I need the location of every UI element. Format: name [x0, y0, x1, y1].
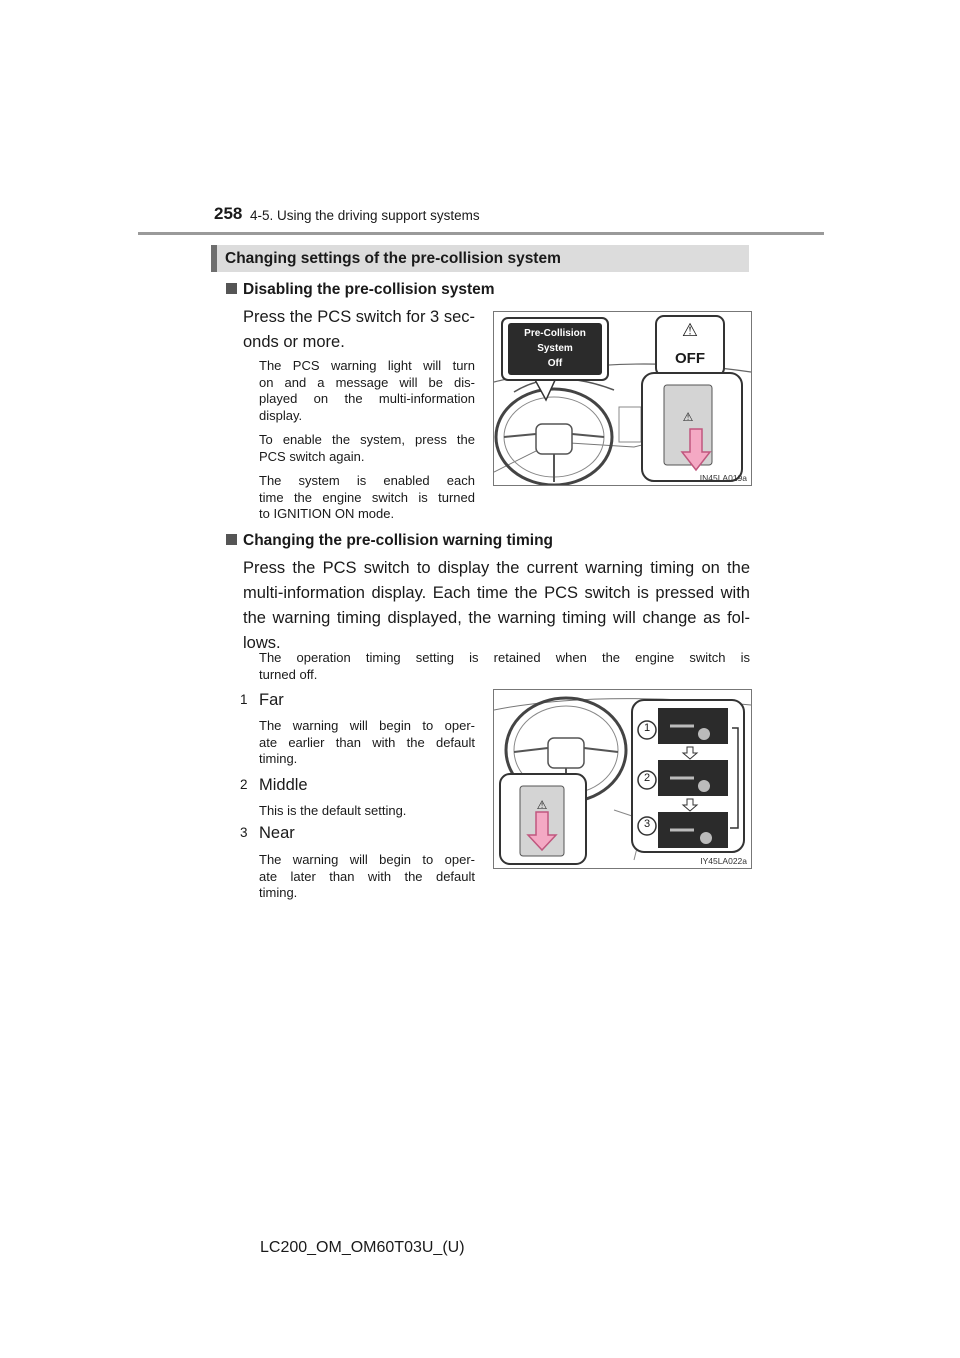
- note-line: The PCS warning light will turn: [259, 358, 475, 373]
- desc-line: The warning will begin to oper-: [259, 852, 475, 867]
- note-line: To enable the system, press the: [259, 432, 475, 447]
- disable-note-1: [259, 358, 475, 424]
- note-line: The operation timing setting is retained when the engine switch is: [259, 650, 750, 665]
- desc-line: The warning will begin to oper-: [259, 718, 475, 733]
- display-line: Pre-Collision: [524, 328, 586, 339]
- warning-timing-figure: [493, 689, 752, 869]
- disable-note-2: [259, 432, 475, 465]
- figure-code: IY45LA022a: [700, 856, 747, 866]
- timing-body: [243, 556, 750, 656]
- pcs-switch-icon: ⚠: [682, 410, 694, 424]
- body-line: the warning timing displayed, the warning timing will change as fol-: [243, 609, 750, 627]
- note-line: on and a message will be dis-: [259, 374, 475, 390]
- note-line: display.: [259, 407, 303, 423]
- option-desc-far: [259, 718, 475, 768]
- header-rule: [138, 232, 824, 235]
- note-line: time the engine switch is turned: [259, 489, 475, 505]
- option-number-3: 3: [240, 825, 248, 840]
- subheading-disable-text: Disabling the pre-collision system: [243, 281, 495, 298]
- figure-code: IN45LA019a: [699, 473, 747, 483]
- page-number: 258: [214, 204, 243, 223]
- option-label-middle: Middle: [259, 776, 308, 794]
- section-title: Changing settings of the pre-collision system: [225, 250, 561, 267]
- mid-display-text: [508, 326, 602, 371]
- chapter-title: 4-5. Using the driving support systems: [250, 208, 480, 223]
- option-number-1: 1: [240, 692, 248, 707]
- subheading-disable: [226, 281, 495, 299]
- option-number-2: 2: [240, 777, 248, 792]
- body-line: lows.: [243, 634, 281, 652]
- note-line: to IGNITION ON mode.: [259, 506, 395, 521]
- body-line: multi-information display. Each time the PCS switch is pressed with: [243, 584, 750, 602]
- desc-line: ate earlier than with the default: [259, 734, 475, 750]
- section-bar-edge: [211, 245, 217, 272]
- disable-instruction-line1: Press the PCS switch for 3 sec-: [243, 308, 475, 326]
- subheading-timing: [226, 532, 553, 550]
- option-desc-middle: This is the default setting.: [259, 803, 407, 818]
- option-label-far: Far: [259, 691, 284, 709]
- note-line: turned off.: [259, 666, 318, 682]
- footer-code: LC200_OM_OM60T03U_(U): [260, 1239, 465, 1256]
- option-label-near: Near: [259, 824, 295, 842]
- timing-note: [259, 650, 750, 683]
- display-line: Off: [547, 358, 563, 369]
- pcs-icon: ⚠: [681, 320, 699, 340]
- callout-number-2: 2: [643, 772, 651, 784]
- square-bullet-icon: [226, 534, 237, 545]
- desc-line: timing.: [259, 885, 298, 900]
- display-line: System: [537, 343, 573, 354]
- off-label: OFF: [675, 350, 705, 367]
- desc-line: ate later than with the default: [259, 868, 475, 884]
- option-desc-near: [259, 852, 475, 902]
- pcs-switch-icon: ⚠: [536, 798, 548, 812]
- note-line: played on the multi-information: [259, 391, 475, 406]
- callout-number-1: 1: [643, 722, 651, 734]
- disable-instruction-line2: onds or more.: [243, 333, 345, 351]
- callout-number-3: 3: [643, 818, 651, 830]
- section-title-bar: [211, 245, 749, 272]
- pcs-switch-figure: [493, 311, 752, 486]
- body-line: Press the PCS switch to display the current warning timing on the: [243, 559, 750, 577]
- timing-dashboard-illustration: [494, 690, 751, 868]
- note-line: The system is enabled each: [259, 473, 475, 488]
- subheading-timing-text: Changing the pre-collision warning timing: [243, 532, 553, 549]
- disable-note-3: [259, 473, 475, 523]
- square-bullet-icon: [226, 283, 237, 294]
- note-line: PCS switch again.: [259, 448, 365, 464]
- desc-line: timing.: [259, 751, 298, 766]
